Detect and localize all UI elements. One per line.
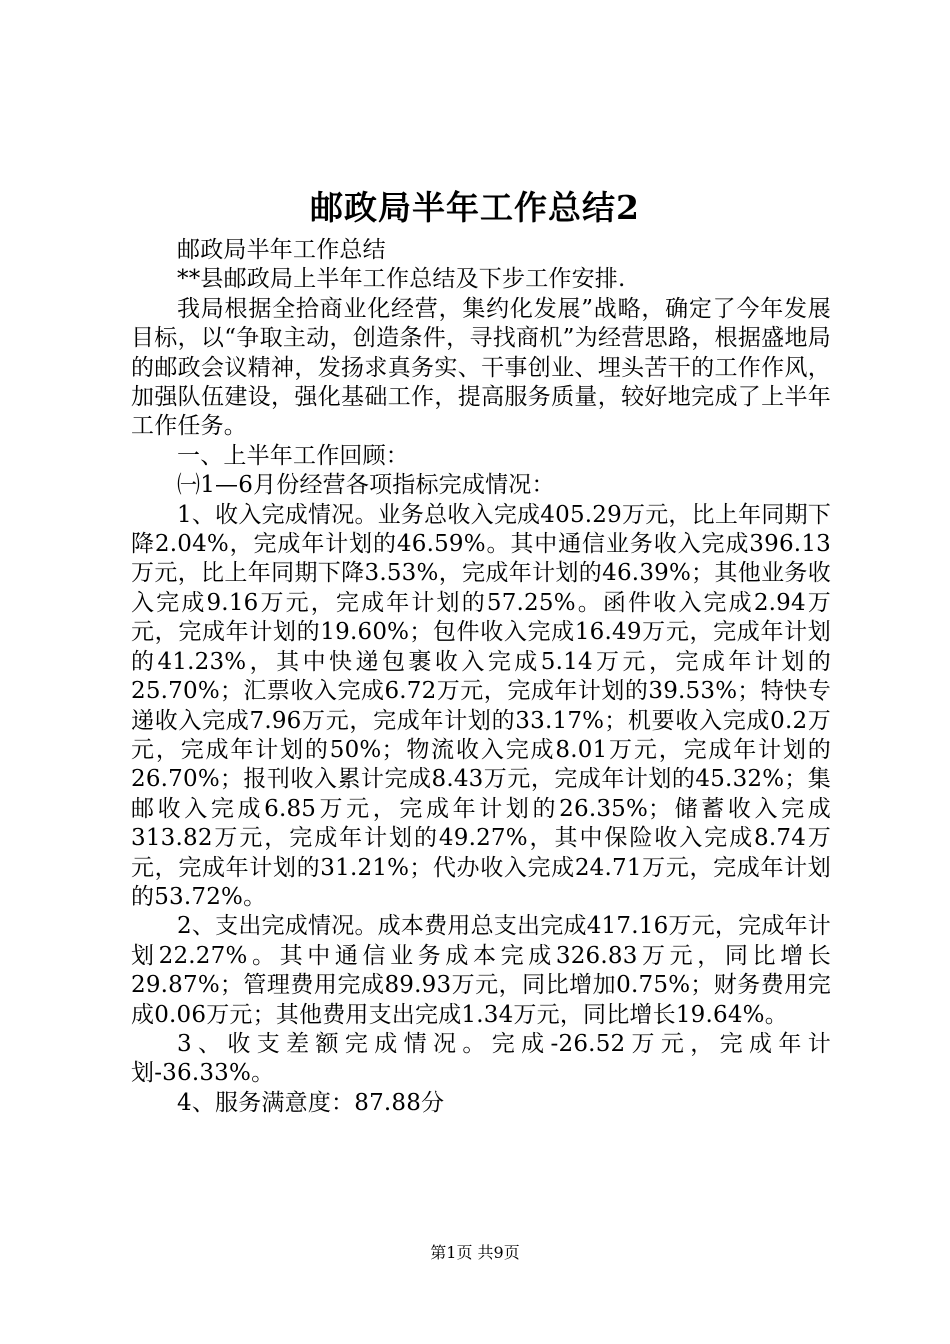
document-title: 邮政局半年工作总结2	[310, 188, 640, 227]
section-heading-review: 一、上半年工作回顾：	[177, 442, 409, 469]
paragraph-satisfaction: 4、服务满意度：87.88分	[177, 1089, 445, 1116]
page-footer: 第1页 共9页	[430, 1243, 520, 1262]
paragraph-intro: 我局根据全拾商业化经营，集约化发展”战略，确定了今年发展目标，以“争取主动，创造条件，寻找商机”为经营思路，根据盛地局的邮政会议精神，发扬求真务实、干事创业、埋头苦干的工作作风，加强队伍建设，强化基础工作，提高服务质量，较好地完成了上半年工作任务。	[131, 295, 831, 440]
paragraph-subtitle: **县邮政局上半年工作总结及下步工作安排.	[177, 266, 626, 293]
paragraph-heading: 邮政局半年工作总结	[177, 237, 386, 263]
paragraph-expenditure: 2、支出完成情况。成本费用总支出完成417.16万元，完成年计划22.27%。其中通信业务成本完成326.83万元，同比增长29.87%；管理费用完成89.93万元，同比增加0.75%；财务费用完成0.06万元；其他费用支出完成1.34万元，同比增长19.64%。	[131, 913, 831, 1028]
document-body	[131, 236, 831, 1118]
subsection-heading-indicators: ㈠1—6月份经营各项指标完成情况：	[177, 472, 555, 499]
paragraph-income: 1、收入完成情况。业务总收入完成405.29万元，比上年同期下降2.04%，完成年计划的46.59%。其中通信业务收入完成396.13万元，比上年同期下降3.53%，完成年计划的46.39%；其他业务收入完成9.16万元，完成年计划的57.25%。函件收入完成2.94万元，完成年计划的19.60%；包件收入完成16.49万元，完成年计划的41.23%，其中快递包裹收入完成5.14万元，完成年计划的25.70%；汇票收入完成6.72万元，完成年计划的39.53%；特快专递收入完成7.96万元，完成年计划的33.17%；机要收入完成0.2万元，完成年计划的50%；物流收入完成8.01万元，完成年计划的26.70%；报刊收入累计完成8.43万元，完成年计划的45.32%；集邮收入完成6.85万元，完成年计划的26.35%；储蓄收入完成313.82万元，完成年计划的49.27%，其中保险收入完成8.74万元，完成年计划的31.21%；代办收入完成24.71万元，完成年计划的53.72%。	[131, 501, 831, 910]
paragraph-balance: 3、收支差额完成情况。完成-26.52万元，完成年计划-36.33%。	[131, 1030, 831, 1087]
